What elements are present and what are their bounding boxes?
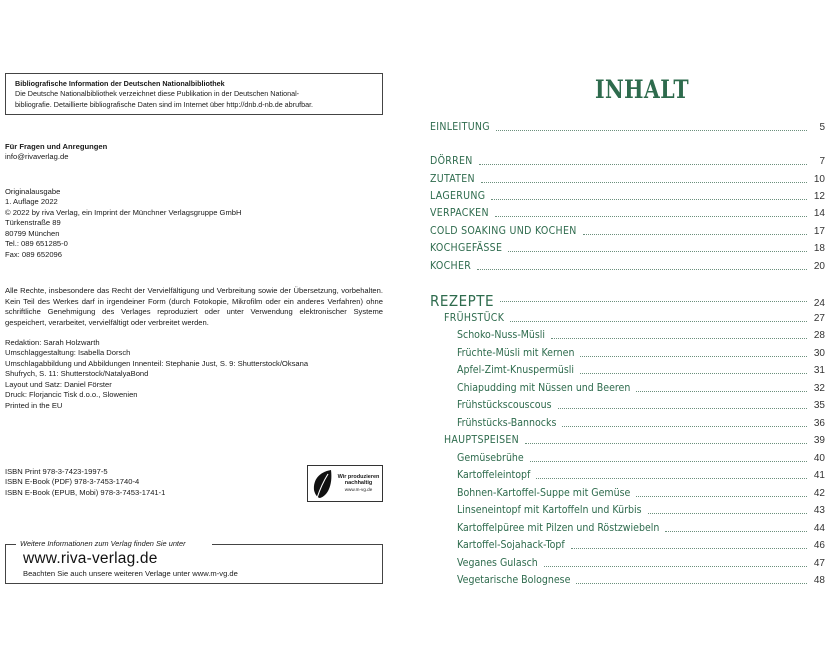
toc-entry[interactable]	[430, 190, 825, 204]
publisher-info-legend: Weitere Informationen zum Verlag finden Sie unter	[20, 539, 186, 548]
toc-entry-page: 17	[813, 226, 825, 237]
toc-entry-page: 32	[813, 383, 825, 394]
toc-entry-page: 31	[813, 365, 825, 376]
credit-line: Layout und Satz: Daniel Förster	[5, 380, 112, 389]
toc-recipe-label: Veganes Gulasch	[457, 557, 538, 569]
toc-recipe-label: Früchte-Müsli mit Kernen	[457, 347, 575, 359]
toc-entry-page: 40	[813, 453, 825, 464]
leaf-icon	[311, 468, 335, 500]
dot-leader	[544, 566, 807, 567]
toc-entry[interactable]	[430, 155, 825, 169]
toc-recipe-label: Linseneintopf mit Kartoffeln und Kürbis	[457, 504, 642, 516]
dot-leader	[530, 461, 807, 462]
toc-entry-label: KOCHGEFÄSSE	[430, 242, 503, 254]
toc-recipe-label: Kartoffel-Sojahack-Topf	[457, 539, 565, 551]
dot-leader	[510, 321, 807, 322]
toc-entry-page: 7	[819, 156, 825, 167]
toc-subsection[interactable]	[444, 312, 825, 326]
toc-recipe-label: Vegetarische Bolognese	[457, 574, 571, 586]
credit-line: Druck: Florjancic Tisk d.o.o., Slowenien	[5, 390, 138, 399]
toc-recipe[interactable]	[457, 557, 825, 571]
edition-line: Originalausgabe	[5, 187, 61, 196]
bibliographic-info-title: Bibliografische Information der Deutschen Nationalbibliothek	[15, 79, 225, 88]
seal-line: nachhaltig	[344, 480, 373, 487]
toc-recipe[interactable]	[457, 329, 825, 343]
toc-recipe[interactable]	[457, 487, 825, 501]
toc-entry-page: 41	[813, 470, 825, 481]
contact-email[interactable]: info@rivaverlag.de	[5, 152, 69, 161]
credit-line: Shufrych, S. 11: Shutterstock/NatalyaBond	[5, 369, 149, 378]
dot-leader	[580, 373, 807, 374]
toc-recipe-label: Gemüsebrühe	[457, 452, 524, 464]
toc-entry-label: VERPACKEN	[430, 207, 489, 219]
toc-recipe[interactable]	[457, 364, 825, 378]
toc-recipe[interactable]	[457, 469, 825, 483]
dot-leader	[648, 513, 807, 514]
toc-recipe-label: Schoko-Nuss-Müsli	[457, 329, 546, 341]
seal-text	[335, 474, 382, 494]
bibliographic-info-text-1: Die Deutsche Nationalbibliothek verzeichnet diese Publikation in der Deutschen National-	[15, 89, 300, 99]
toc-entry-page: 20	[813, 261, 825, 272]
dot-leader	[536, 478, 807, 479]
toc-entry-page: 43	[813, 505, 825, 516]
toc-entry-page: 24	[813, 298, 825, 309]
toc-entry-label: KOCHER	[430, 260, 472, 272]
toc-entry-page: 18	[813, 243, 825, 254]
credit-line: Umschlagabbildung und Abbildungen Innenteil: Stephanie Just, S. 9: Shutterstock/Oksana	[5, 359, 309, 368]
dot-leader	[495, 216, 807, 217]
table-of-contents-page	[430, 0, 830, 664]
toc-recipe-label: Apfel-Zimt-Knuspermüsli	[457, 364, 575, 376]
toc-title: INHALT	[595, 75, 690, 104]
toc-recipe[interactable]	[457, 452, 825, 466]
toc-entry-page: 30	[813, 348, 825, 359]
toc-entry[interactable]	[430, 121, 825, 135]
dot-leader	[583, 234, 807, 235]
toc-recipe[interactable]	[457, 382, 825, 396]
toc-recipe[interactable]	[457, 574, 825, 588]
toc-recipe-label: Kartoffeleintopf	[457, 469, 531, 481]
toc-subsection-label: HAUPTSPEISEN	[444, 434, 520, 446]
publisher-info-box	[5, 539, 383, 584]
seal-url: www.m-vg.de	[344, 486, 373, 492]
toc-entry-page: 46	[813, 540, 825, 551]
toc-entry[interactable]	[430, 207, 825, 221]
toc-entry-label: DÖRREN	[430, 155, 473, 167]
toc-recipe[interactable]	[457, 539, 825, 553]
toc-entry-page: 47	[813, 558, 825, 569]
dot-leader	[576, 583, 807, 584]
toc-recipe[interactable]	[457, 399, 825, 413]
bibliographic-info-box	[5, 73, 383, 115]
toc-subsection[interactable]	[444, 434, 825, 448]
isbn-line: ISBN E-Book (PDF) 978-3-7453-1740-4	[5, 477, 140, 486]
toc-entry-page: 39	[813, 435, 825, 446]
seal-line: Wir produzieren	[337, 473, 380, 480]
toc-entry-page: 42	[813, 488, 825, 499]
toc-entry-label: LAGERUNG	[430, 190, 486, 202]
publisher-website-link[interactable]: www.riva-verlag.de	[23, 550, 158, 567]
credit-line: Redaktion: Sarah Holzwarth	[5, 338, 100, 347]
toc-recipe[interactable]	[457, 347, 825, 361]
sustainability-seal	[307, 465, 383, 502]
address-street: Türkenstraße 89	[5, 218, 61, 227]
toc-recipe-label: Chiapudding mit Nüssen und Beeren	[457, 382, 631, 394]
toc-entry-label: COLD SOAKING UND KOCHEN	[430, 225, 577, 237]
fax-number: Fax: 089 652096	[5, 250, 62, 259]
credit-line: Printed in the EU	[5, 401, 63, 410]
copyright-line: © 2022 by riva Verlag, ein Imprint der Münchner Verlagsgruppe GmbH	[5, 208, 242, 217]
toc-recipe[interactable]	[457, 504, 825, 518]
dot-leader	[636, 496, 807, 497]
toc-entry-page: 36	[813, 418, 825, 429]
dot-leader	[491, 199, 807, 200]
toc-entry[interactable]	[430, 173, 825, 187]
dot-leader	[477, 269, 807, 270]
dot-leader	[525, 443, 807, 444]
dot-leader	[479, 164, 807, 165]
isbn-line: ISBN Print 978-3-7423-1997-5	[5, 467, 108, 476]
toc-entry[interactable]	[430, 242, 825, 256]
toc-recipe[interactable]	[457, 417, 825, 431]
address-city: 80799 München	[5, 229, 60, 238]
toc-entry-page: 44	[813, 523, 825, 534]
toc-entry-page: 28	[813, 330, 825, 341]
toc-entry-label: EINLEITUNG	[430, 121, 490, 133]
dot-leader	[636, 391, 807, 392]
dot-leader	[562, 426, 807, 427]
toc-entry-page: 35	[813, 400, 825, 411]
toc-recipe-label: Kartoffelpüree mit Pilzen und Röstzwiebeln	[457, 522, 660, 534]
toc-section-label: REZEPTE	[430, 292, 495, 310]
toc-entry-page: 27	[813, 313, 825, 324]
dot-leader	[496, 130, 807, 131]
toc-entry-page: 12	[813, 191, 825, 202]
dot-leader	[551, 338, 807, 339]
dot-leader	[508, 251, 807, 252]
dot-leader	[558, 408, 808, 409]
box-border	[212, 544, 382, 545]
contact-heading: Für Fragen und Anregungen	[5, 142, 108, 151]
toc-subsection-label: FRÜHSTÜCK	[444, 312, 505, 324]
toc-entry-label: ZUTATEN	[430, 173, 475, 185]
toc-section[interactable]	[430, 292, 825, 310]
credit-line: Umschlaggestaltung: Isabella Dorsch	[5, 348, 131, 357]
toc-entry-page: 48	[813, 575, 825, 586]
dot-leader	[571, 548, 807, 549]
dot-leader	[500, 301, 807, 302]
toc-entry[interactable]	[430, 225, 825, 239]
rights-notice: Alle Rechte, insbesondere das Recht der Vervielfältigung und Verbreitung sowie der Übersetzung, vorbehalten. Kein Teil des Werkes darf in irgendeiner Form (durch Fotokopie, Mikrofilm oder ein anderes Verfahren) ohne schriftliche Genehmigung des Verlages reproduziert oder unter Verwendung elektronischer Systeme gespeichert, verarbeitet, vervielfältigt oder verbreitet werden.	[5, 286, 383, 327]
toc-recipe-label: Frühstückscouscous	[457, 399, 552, 411]
toc-recipe-label: Bohnen-Kartoffel-Suppe mit Gemüse	[457, 487, 631, 499]
toc-entry-page: 5	[819, 122, 825, 133]
toc-entry-page: 10	[813, 174, 825, 185]
toc-entry[interactable]	[430, 260, 825, 274]
dot-leader	[481, 182, 807, 183]
publisher-info-note: Beachten Sie auch unsere weiteren Verlage unter www.m-vg.de	[23, 569, 238, 578]
phone-number: Tel.: 089 651285-0	[5, 239, 68, 248]
edition-line: 1. Auflage 2022	[5, 197, 58, 206]
box-border	[6, 544, 16, 545]
toc-entry-page: 14	[813, 208, 825, 219]
imprint-page	[0, 0, 400, 664]
toc-recipe[interactable]	[457, 522, 825, 536]
bibliographic-info-text-2: bibliografie. Detaillierte bibliografische Daten sind im Internet über http://dnb.d-nb.de abrufbar.	[15, 99, 314, 109]
isbn-line: ISBN E-Book (EPUB, Mobi) 978-3-7453-1741-1	[5, 488, 166, 497]
dot-leader	[580, 356, 807, 357]
dot-leader	[665, 531, 807, 532]
toc-recipe-label: Frühstücks-Bannocks	[457, 417, 557, 429]
